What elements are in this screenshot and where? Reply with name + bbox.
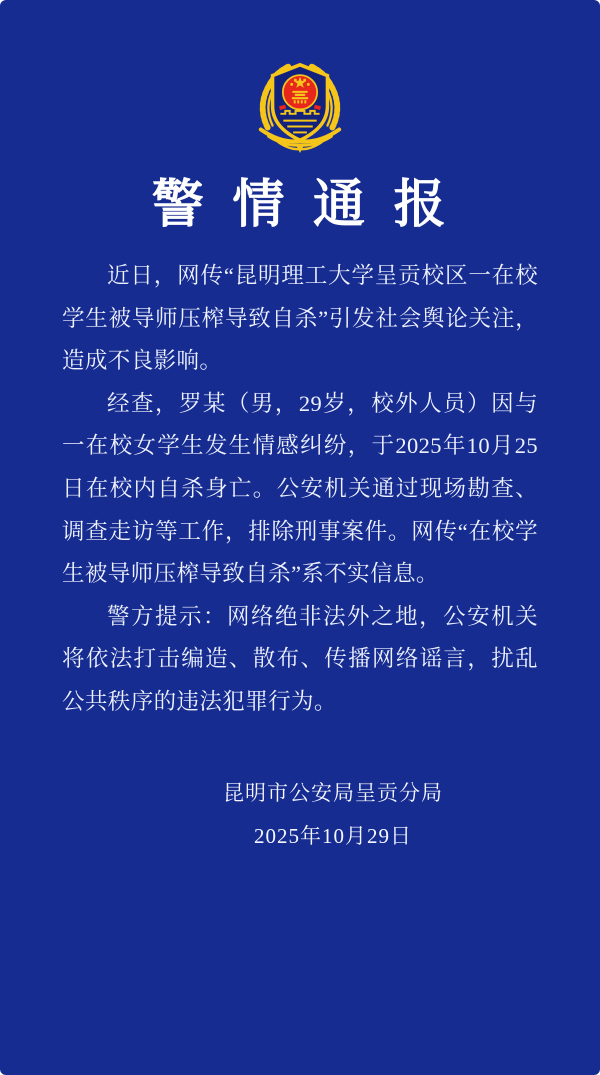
notice-title: 警情通报 <box>151 177 475 234</box>
notice-paragraph-3: 警方提示：网络绝非法外之地，公安机关将依法打击编造、散布、传播网络谣言，扰乱公共秩序的违法犯罪行为。 <box>62 603 538 714</box>
issuing-agency: 昆明市公安局呈贡分局 <box>223 780 443 805</box>
notice-paragraph-2: 经查，罗某（男，29岁，校外人员）因与一在校女学生发生情感纠纷，于2025年10月25日在校内自杀身亡。公安机关通过现场勘查、调查走访等工作，排除刑事案件。网传“在校学生被导师压榨导致自杀”系不实信息。 <box>62 390 538 587</box>
issue-date: 2025年10月29日 <box>254 823 412 848</box>
police-badge-icon <box>0 0 600 151</box>
notice-signoff <box>33 778 600 851</box>
notice-paragraph-1: 近日，网传“昆明理工大学呈贡校区一在校学生被导师压榨导致自杀”引发社会舆论关注，造成不良影响。 <box>62 263 538 374</box>
notice-body <box>62 255 538 724</box>
